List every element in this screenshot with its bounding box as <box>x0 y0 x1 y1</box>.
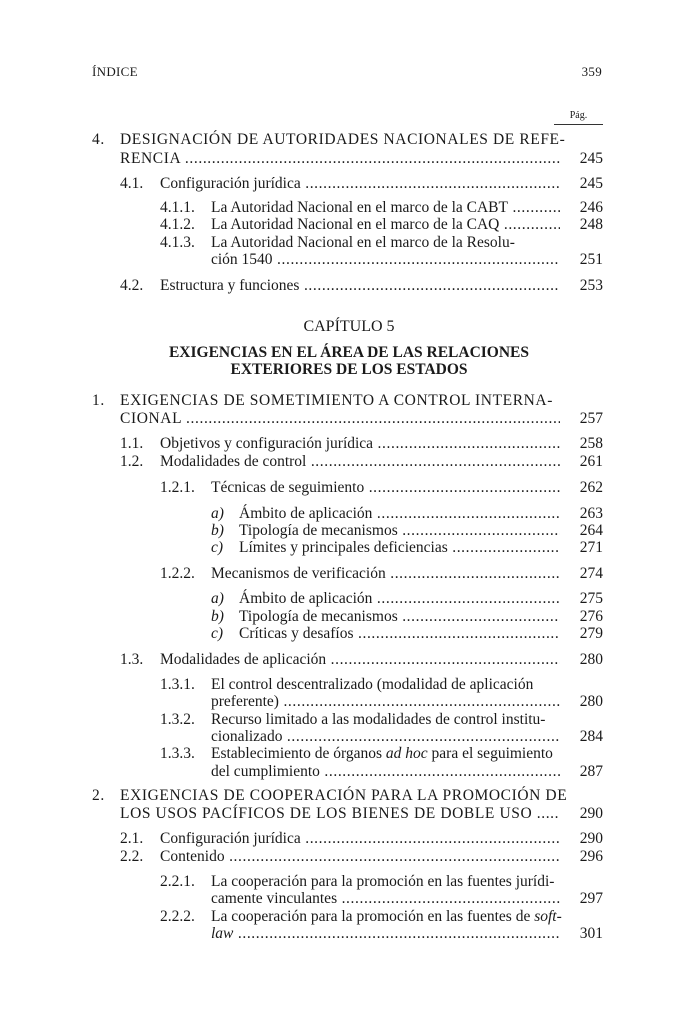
chapter-title-line1: EXIGENCIAS EN EL ÁREA DE LAS RELACIONES <box>168 344 530 361</box>
chapter-label: CAPÍTULO 5 <box>303 318 395 335</box>
chapter-title-line2: EXTERIORES DE LOS ESTADOS <box>230 361 468 378</box>
page-number: 359 <box>581 64 602 79</box>
running-header-title: ÍNDICE <box>92 64 138 79</box>
page-column-label: Pág. <box>554 110 603 125</box>
